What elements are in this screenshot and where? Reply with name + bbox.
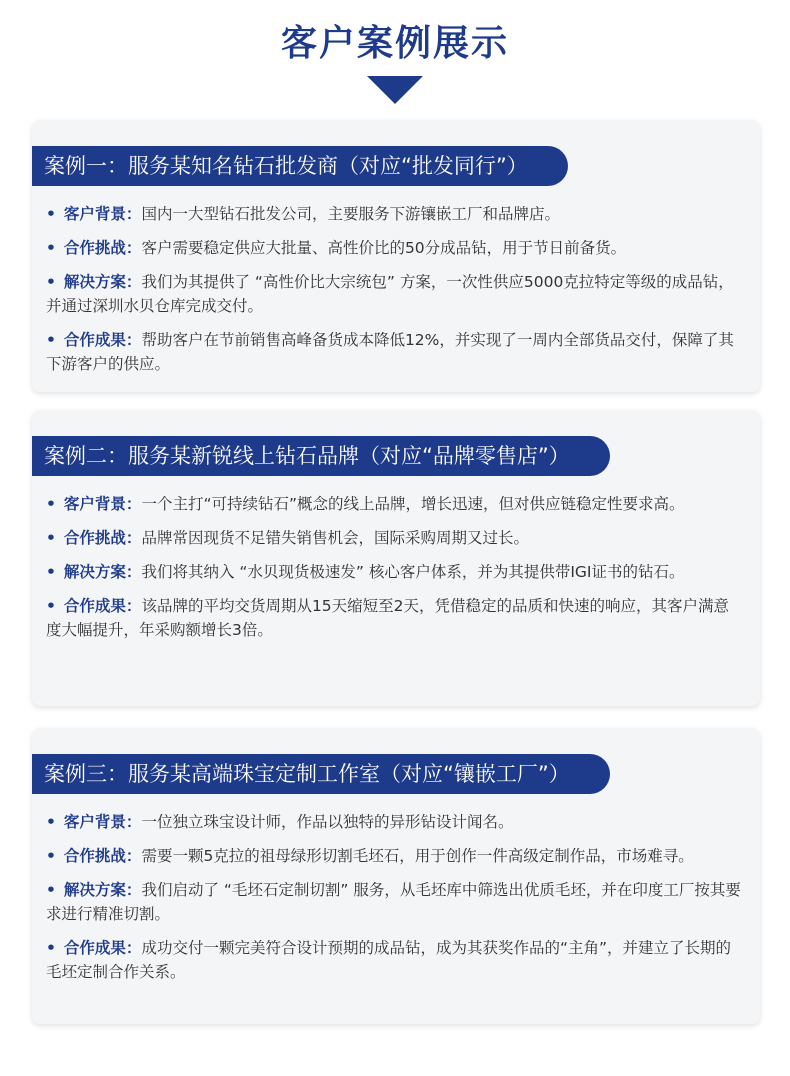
item-text: 一位独立珠宝设计师，作品以独特的异形钻设计闻名。 bbox=[141, 813, 514, 831]
case-title: 案例三：服务某高端珠宝定制工作室（对应“镶嵌工厂”） bbox=[32, 754, 610, 794]
case-item-list bbox=[46, 492, 744, 652]
bullet-icon: • bbox=[46, 529, 56, 547]
case-item bbox=[46, 236, 744, 260]
case-item bbox=[46, 526, 744, 550]
case-item bbox=[46, 594, 744, 642]
item-text: 我们将其纳入 “水贝现货极速发” 核心客户体系，并为其提供带IGI证书的钻石。 bbox=[141, 563, 685, 581]
bullet-icon: • bbox=[46, 273, 56, 291]
case-item bbox=[46, 270, 744, 318]
case-item bbox=[46, 492, 744, 516]
item-label: 客户背景： bbox=[63, 813, 142, 831]
page-title: 客户案例展示 bbox=[280, 23, 509, 64]
bullet-icon: • bbox=[46, 239, 56, 257]
item-label: 合作挑战： bbox=[63, 847, 142, 865]
item-label: 解决方案： bbox=[63, 273, 142, 291]
case-card-2 bbox=[32, 410, 760, 706]
bullet-icon: • bbox=[46, 847, 56, 865]
item-text: 国内一大型钻石批发公司，主要服务下游镶嵌工厂和品牌店。 bbox=[141, 205, 560, 223]
bullet-icon: • bbox=[46, 563, 56, 581]
case-item bbox=[46, 878, 744, 926]
case-title: 案例一：服务某知名钻石批发商（对应“批发同行”） bbox=[32, 146, 568, 186]
item-label: 客户背景： bbox=[63, 495, 142, 513]
case-item bbox=[46, 810, 744, 834]
case-item bbox=[46, 202, 744, 226]
item-text: 客户需要稳定供应大批量、高性价比的50分成品钻，用于节日前备货。 bbox=[141, 239, 627, 257]
case-item-list bbox=[46, 202, 744, 386]
item-label: 客户背景： bbox=[63, 205, 142, 223]
bullet-icon: • bbox=[46, 813, 56, 831]
item-label: 合作成果： bbox=[63, 331, 142, 349]
item-label: 合作成果： bbox=[63, 597, 142, 615]
item-label: 解决方案： bbox=[63, 563, 142, 581]
item-text: 该品牌的平均交货周期从15天缩短至2天，凭借稳定的品质和快速的响应，其客户满意度大幅提升，年采购额增长3倍。 bbox=[46, 597, 730, 639]
item-text: 帮助客户在节前销售高峰备货成本降低12%，并实现了一周内全部货品交付，保障了其下游客户的供应。 bbox=[46, 331, 734, 373]
item-text: 品牌常因现货不足错失销售机会，国际采购周期又过长。 bbox=[141, 529, 529, 547]
item-label: 合作成果： bbox=[63, 939, 142, 957]
case-item bbox=[46, 844, 744, 868]
case-title: 案例二：服务某新锐线上钻石品牌（对应“品牌零售店”） bbox=[32, 436, 610, 476]
case-item bbox=[46, 936, 744, 984]
bullet-icon: • bbox=[46, 881, 56, 899]
case-item-list bbox=[46, 810, 744, 994]
item-text: 我们启动了 “毛坯石定制切割” 服务，从毛坯库中筛选出优质毛坯，并在印度工厂按其要求进行精准切割。 bbox=[46, 881, 741, 923]
bullet-icon: • bbox=[46, 331, 56, 349]
case-item bbox=[46, 560, 744, 584]
case-item bbox=[46, 328, 744, 376]
case-card-1 bbox=[32, 120, 760, 392]
item-text: 成功交付一颗完美符合设计预期的成品钻，成为其获奖作品的“主角”，并建立了长期的毛坯定制合作关系。 bbox=[46, 939, 732, 981]
down-arrow-icon bbox=[367, 76, 423, 104]
item-text: 一个主打“可持续钻石”概念的线上品牌，增长迅速，但对供应链稳定性要求高。 bbox=[141, 495, 685, 513]
item-label: 解决方案： bbox=[63, 881, 142, 899]
bullet-icon: • bbox=[46, 205, 56, 223]
item-label: 合作挑战： bbox=[63, 239, 142, 257]
bullet-icon: • bbox=[46, 495, 56, 513]
item-text: 需要一颗5克拉的祖母绿形切割毛坯石，用于创作一件高级定制作品，市场难寻。 bbox=[141, 847, 694, 865]
item-text: 我们为其提供了 “高性价比大宗统包” 方案，一次性供应5000克拉特定等级的成品钻，并通过深圳水贝仓库完成交付。 bbox=[46, 273, 734, 315]
case-card-3 bbox=[32, 728, 760, 1024]
bullet-icon: • bbox=[46, 939, 56, 957]
bullet-icon: • bbox=[46, 597, 56, 615]
item-label: 合作挑战： bbox=[63, 529, 142, 547]
